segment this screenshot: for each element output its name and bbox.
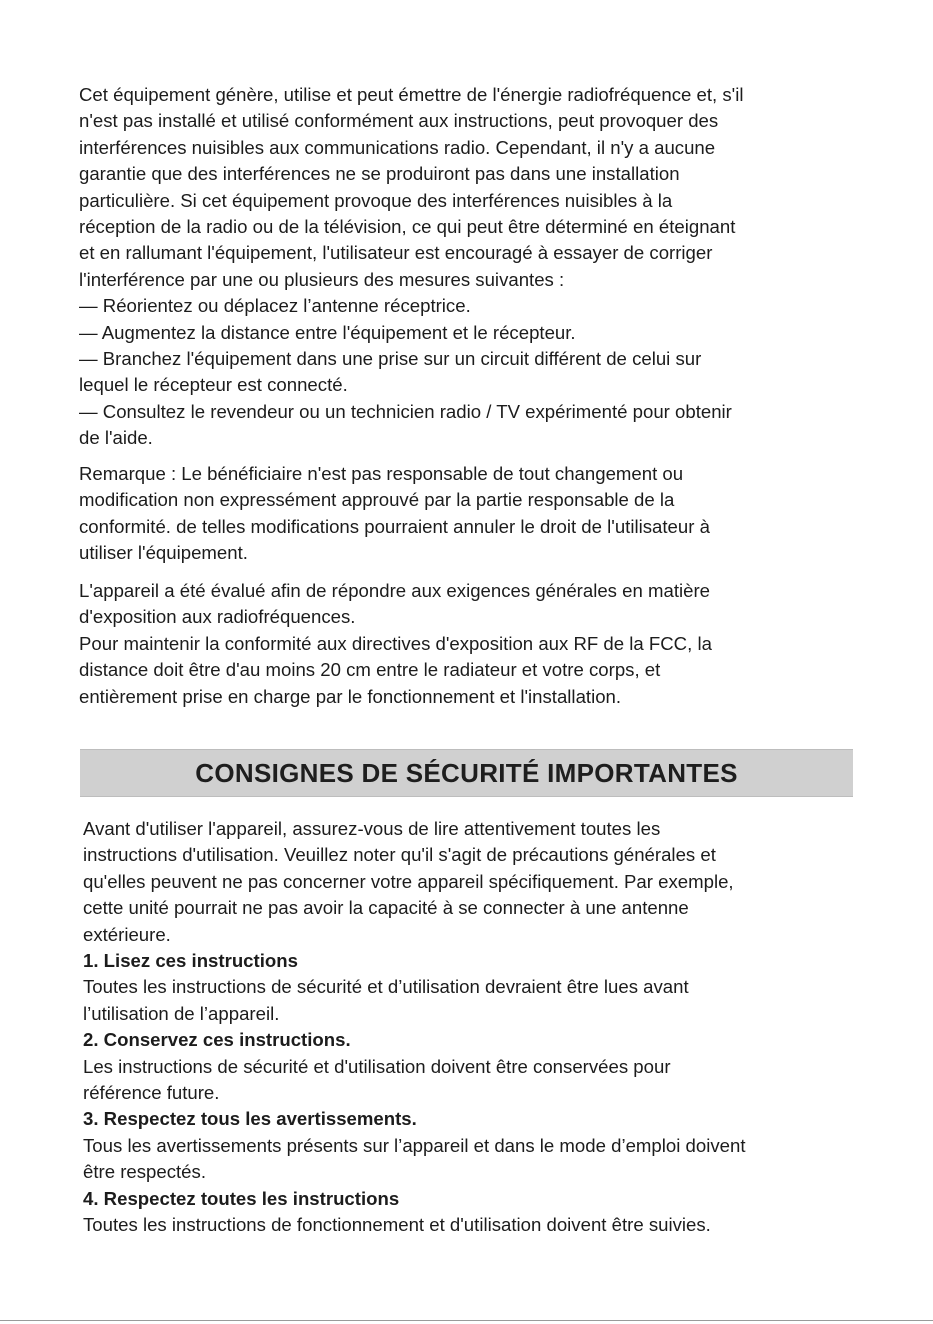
measure-item: — Augmentez la distance entre l'équipement et le récepteur. xyxy=(79,321,576,343)
text-line: et en rallumant l'équipement, l'utilisateur est encouragé à essayer de corriger xyxy=(79,242,713,264)
measure-item: — Consultez le revendeur ou un technicien radio / TV expérimenté pour obtenir xyxy=(79,400,732,422)
text-line: garantie que des interférences ne se produiront pas dans une installation xyxy=(79,163,680,185)
text-line: Remarque : Le bénéficiaire n'est pas responsable de tout changement ou xyxy=(79,463,684,484)
intro-line: instructions d'utilisation. Veuillez noter qu'il s'agit de précautions générales et xyxy=(83,844,716,866)
instruction-body-line: référence future. xyxy=(83,1082,220,1104)
instruction-body-line: Toutes les instructions de sécurité et d’utilisation devraient être lues avant xyxy=(83,976,689,998)
section-title: CONSIGNES DE SÉCURITÉ IMPORTANTES xyxy=(195,757,738,788)
remark-paragraph xyxy=(79,461,859,567)
instruction-body-line: Toutes les instructions de fonctionnement et d'utilisation doivent être suivies. xyxy=(83,1214,711,1236)
text-line: l'interférence par une ou plusieurs des mesures suivantes : xyxy=(79,268,565,290)
intro-line: Avant d'utiliser l'appareil, assurez-vous de lire attentivement toutes les xyxy=(83,818,661,839)
measure-item: — Branchez l'équipement dans une prise sur un circuit différent de celui sur xyxy=(79,348,702,370)
instruction-heading: 2. Conservez ces instructions. xyxy=(83,1029,351,1051)
text-line: lequel le récepteur est connecté. xyxy=(79,374,348,396)
intro-line: qu'elles peuvent ne pas concerner votre appareil spécifiquement. Par exemple, xyxy=(83,870,734,892)
fcc-interference-paragraph xyxy=(79,82,859,452)
text-line: de l'aide. xyxy=(79,427,153,449)
intro-line: extérieure. xyxy=(83,923,171,945)
text-line: utiliser l'équipement. xyxy=(79,542,248,564)
text-line: réception de la radio ou de la télévision, ce qui peut être déterminé en éteignant xyxy=(79,216,736,238)
page-bottom-rule xyxy=(0,1320,933,1321)
safety-instructions xyxy=(83,816,863,1239)
text-line: conformité. de telles modifications pourraient annuler le droit de l'utilisateur à xyxy=(79,515,710,537)
instruction-body-line: être respectés. xyxy=(83,1161,206,1183)
instruction-heading: 3. Respectez tous les avertissements. xyxy=(83,1108,417,1130)
instruction-heading: 1. Lisez ces instructions xyxy=(83,950,298,972)
text-line: L'appareil a été évalué afin de répondre aux exigences générales en matière xyxy=(79,580,710,601)
section-title-banner xyxy=(80,749,853,797)
text-line: Pour maintenir la conformité aux directives d'exposition aux RF de la FCC, la xyxy=(79,632,712,654)
instruction-body-line: Tous les avertissements présents sur l’appareil et dans le mode d’emploi doivent xyxy=(83,1134,746,1156)
instruction-body-line: Les instructions de sécurité et d'utilisation doivent être conservées pour xyxy=(83,1055,671,1077)
measure-item: — Réorientez ou déplacez l’antenne réceptrice. xyxy=(79,295,471,317)
rf-exposure-paragraph xyxy=(79,578,859,710)
text-line: interférences nuisibles aux communications radio. Cependant, il n'y a aucune xyxy=(79,136,716,158)
text-line: modification non expressément approuvé par la partie responsable de la xyxy=(79,489,675,511)
text-line: entièrement prise en charge par le fonctionnement et l'installation. xyxy=(79,685,622,707)
instruction-heading: 4. Respectez toutes les instructions xyxy=(83,1187,400,1209)
text-line: d'exposition aux radiofréquences. xyxy=(79,606,356,628)
text-line: particulière. Si cet équipement provoque des interférences nuisibles à la xyxy=(79,189,673,211)
text-line: n'est pas installé et utilisé conformément aux instructions, peut provoquer des xyxy=(79,110,719,132)
text-line: Cet équipement génère, utilise et peut émettre de l'énergie radiofréquence et, s'il xyxy=(79,84,744,105)
instruction-body-line: l’utilisation de l’appareil. xyxy=(83,1002,280,1024)
intro-line: cette unité pourrait ne pas avoir la capacité à se connecter à une antenne xyxy=(83,897,689,919)
text-line: distance doit être d'au moins 20 cm entre le radiateur et votre corps, et xyxy=(79,659,661,681)
